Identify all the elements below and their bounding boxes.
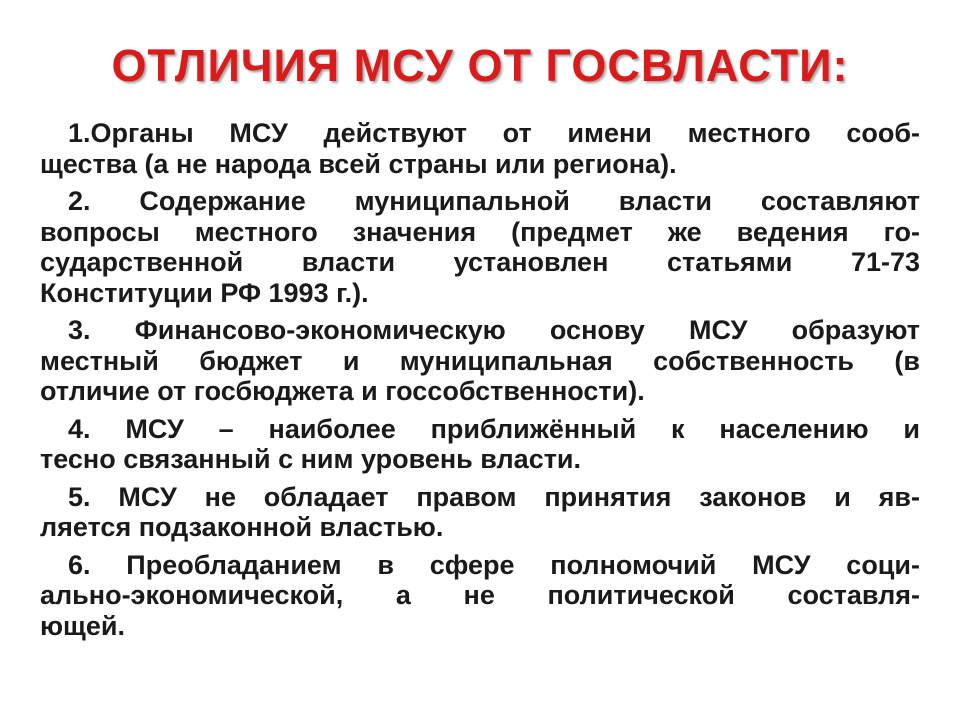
paragraph-line: ляется подзаконной властью. [40, 512, 444, 542]
paragraph-6 [40, 550, 920, 642]
paragraph-line: 5. МСУ не обладает правом принятия законов и яв- [68, 481, 920, 512]
slide-title: ОТЛИЧИЯ МСУ ОТ ГОСВЛАСТИ: [111, 40, 849, 91]
paragraph-line: 4. МСУ – наиболее приближённый к населению и [68, 413, 920, 444]
paragraph-line: отличие от госбюджета и госсобственности). [40, 376, 645, 406]
paragraph-3 [40, 315, 920, 407]
paragraph-line: щества (а не народа всей страны или региона). [40, 148, 677, 179]
paragraph-line: 1.Органы МСУ действуют от имени местного сооб- [68, 118, 920, 148]
paragraph-line: местный бюджет и муниципальная собственность (в [40, 345, 920, 376]
paragraph-5 [40, 482, 920, 543]
paragraph-4 [40, 414, 920, 475]
paragraph-line: ющей. [40, 610, 125, 641]
paragraph-line: тесно связанный с ним уровень власти. [40, 444, 582, 474]
paragraph-line: ально-экономической, а не политической составля- [40, 580, 920, 610]
paragraph-line: сударственной власти установлен статьями 71-73 [40, 247, 920, 277]
paragraph-line: Конституции РФ 1993 г.). [40, 277, 369, 308]
slide-content [40, 118, 920, 648]
paragraph-2 [40, 186, 920, 308]
paragraph-line: 6. Преобладанием в сфере полномочий МСУ соци- [68, 549, 920, 580]
paragraph-line: 2. Содержание муниципальной власти составляют [68, 186, 920, 216]
paragraph-line: 3. Финансово-экономическую основу МСУ образуют [68, 315, 920, 345]
paragraph-1 [40, 118, 920, 179]
paragraph-line: вопросы местного значения (предмет же ведения го- [40, 216, 920, 247]
